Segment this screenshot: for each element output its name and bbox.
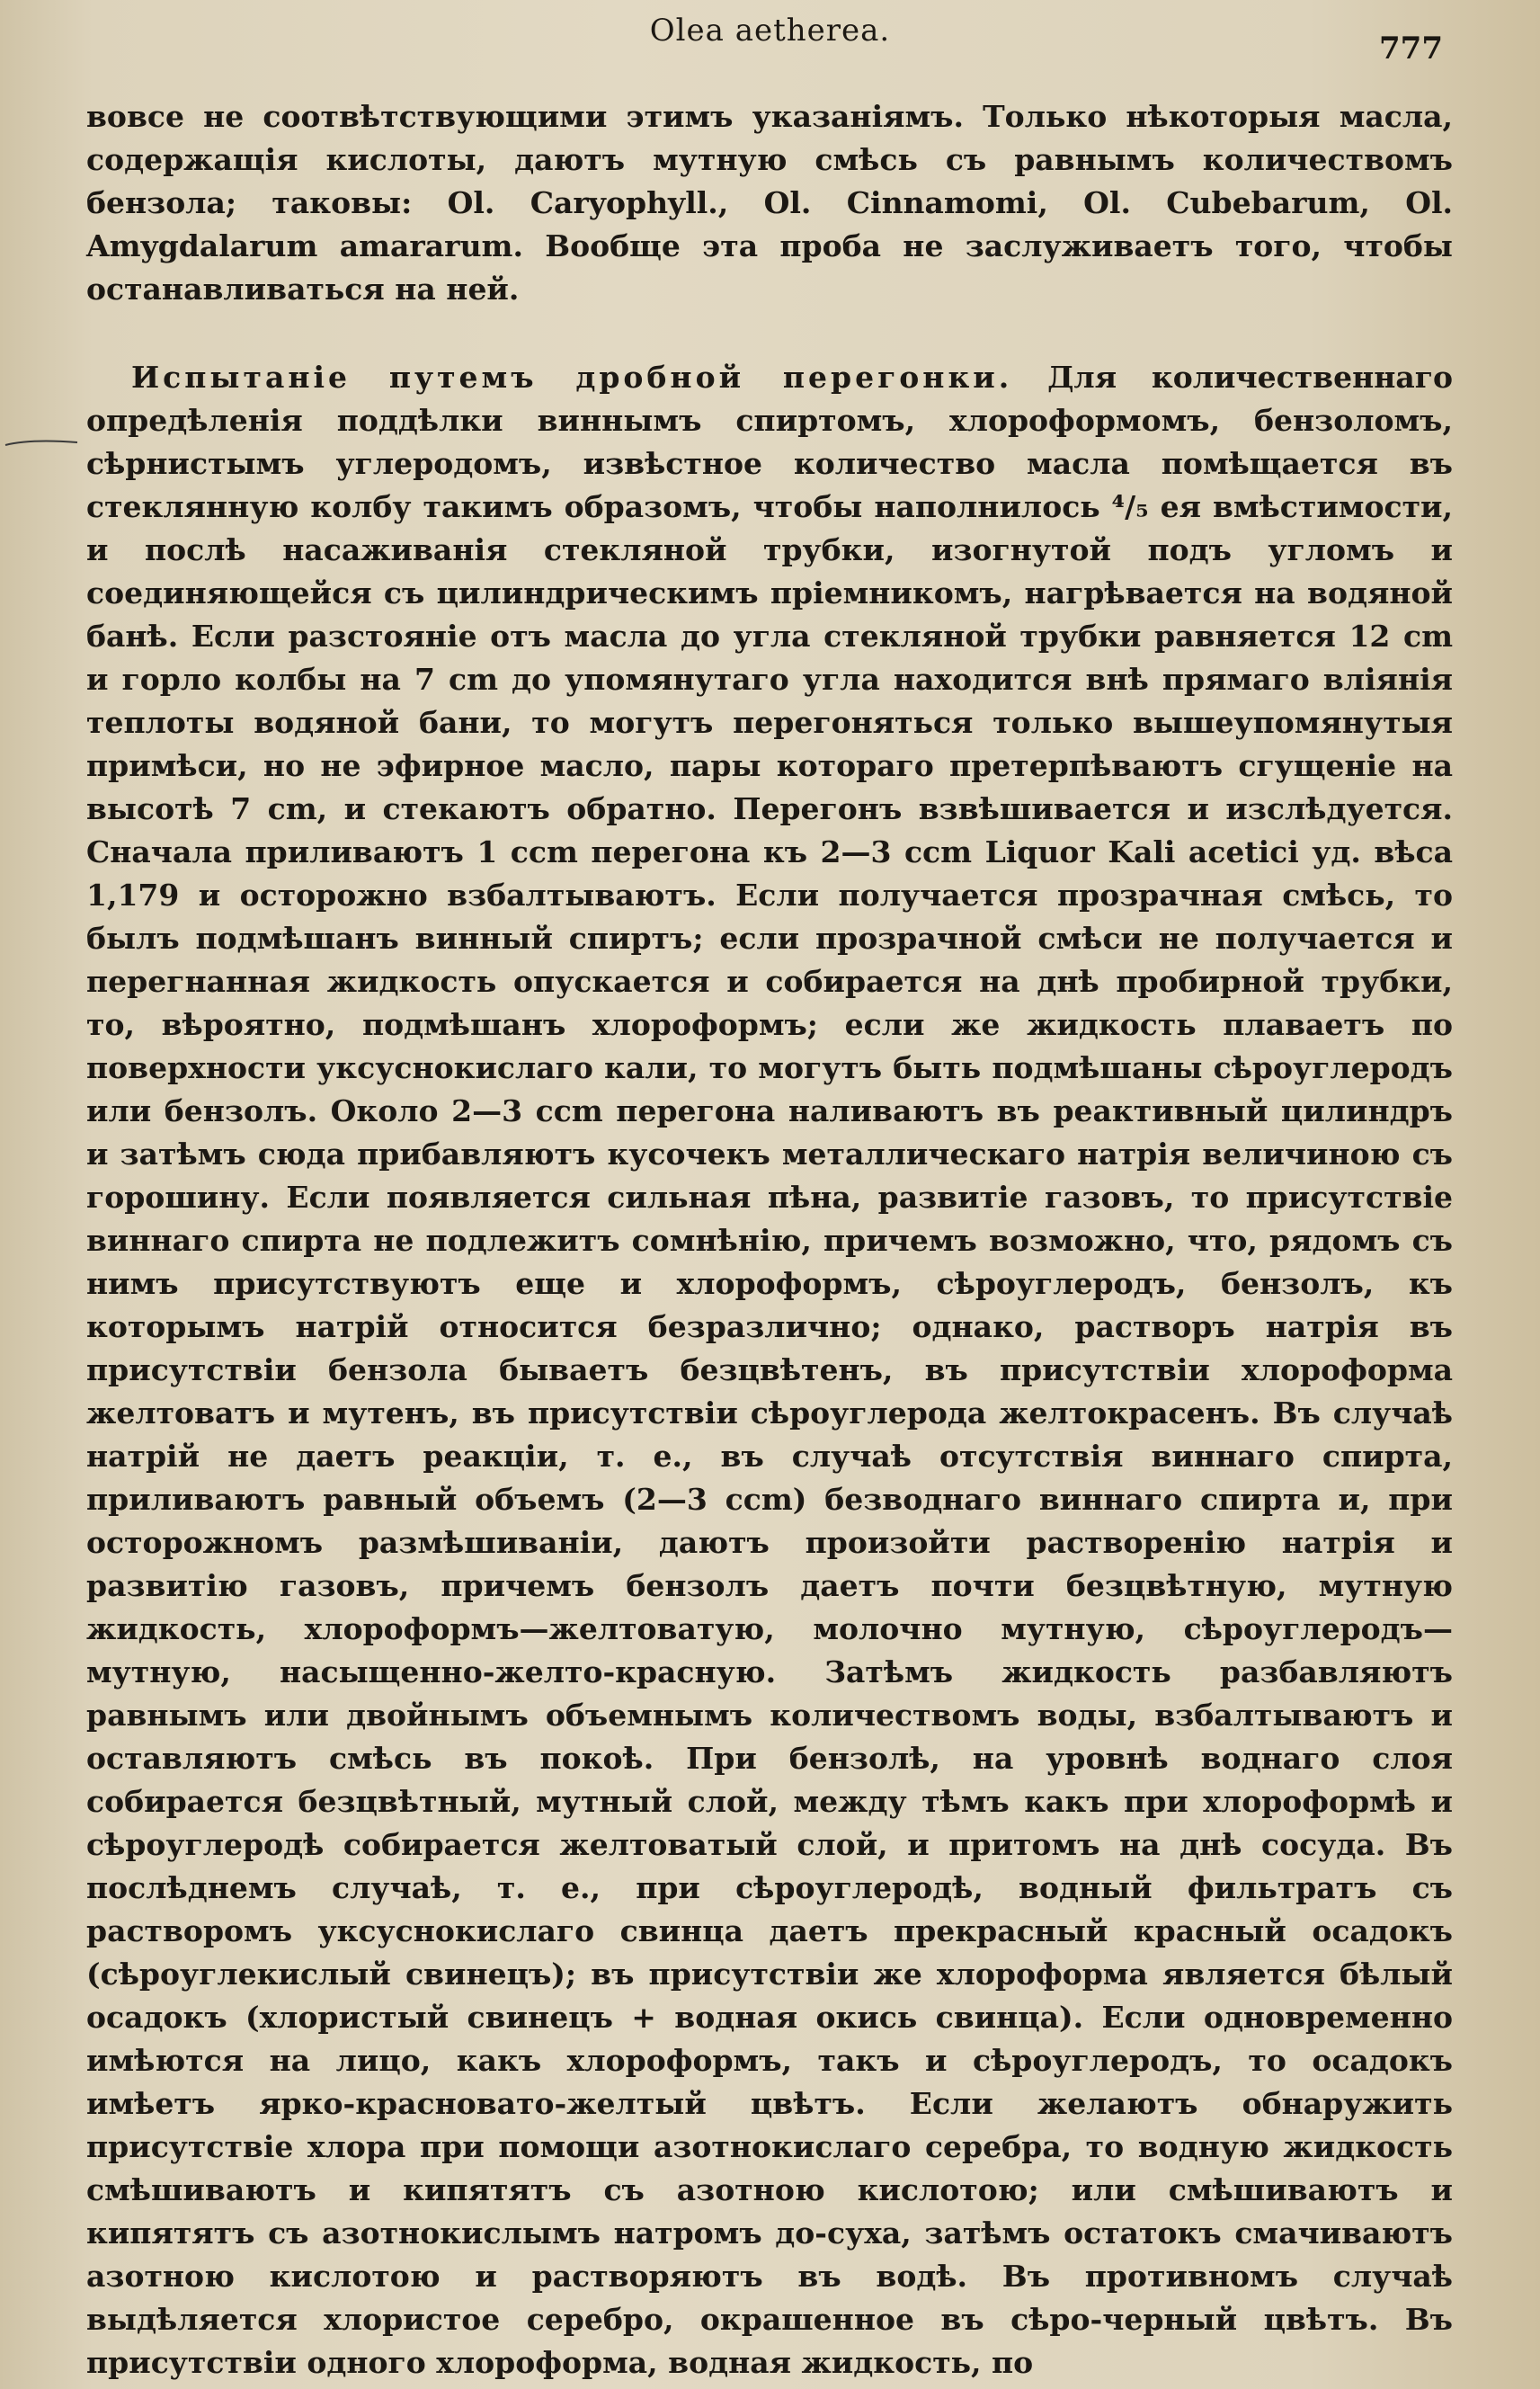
running-title: Olea aetherea.	[649, 13, 891, 49]
section-heading: Испытаніе путемъ дробной перегонки.	[131, 360, 1013, 395]
paragraph-distillation-test	[86, 356, 1453, 2385]
margin-pencil-mark	[4, 437, 79, 450]
page-number: 777	[1379, 31, 1443, 67]
body-text	[86, 95, 1453, 2385]
paragraph-text: Для количественнаго опредѣленія поддѣлки виннымъ спиртомъ, хлороформомъ, бензоломъ, сѣрнистымъ углеродомъ, извѣстное количество масла помѣщается въ стеклянную колбу такимъ образомъ, чтобы наполнилось ⁴/₅ ея вмѣстимости, и послѣ насаживанія стекляной трубки, изогнутой подъ угломъ и соединяющейся съ цилиндрическимъ пріемникомъ, нагрѣвается на водяной банѣ. Если разстояніе отъ масла до угла стекляной трубки равняется 12 cm и горло колбы на 7 cm до упомянутаго угла находится внѣ прямаго вліянія теплоты водяной бани, то могутъ перегоняться только вышеупомянутыя примѣси, но не эфирное масло, пары котораго претерпѣваютъ сгущеніе на высотѣ 7 cm, и стекаютъ обратно. Перегонъ взвѣшивается и изслѣдуется. Сначала приливаютъ 1 ccm перегона къ 2—3 ccm Liquor Kali acetici уд. вѣса 1,179 и осторожно взбалтываютъ. Если получается прозрачная смѣсь, то былъ подмѣшанъ винный спиртъ; если прозрачной смѣси не получается и перегнанная жидкость опускается и собирается на днѣ пробирной трубки, то, вѣроятно, подмѣшанъ хлороформъ; если же жидкость плаваетъ по поверхности уксуснокислаго кали, то могутъ быть подмѣшаны сѣроуглеродъ или бензолъ. Около 2—3 ccm перегона наливаютъ въ реактивный цилиндръ и затѣмъ сюда прибавляютъ кусочекъ металлическаго натрія величиною съ горошину. Если появляется сильная пѣна, развитіе газовъ, то присутствіе виннаго спирта не подлежитъ сомнѣнію, причемъ возможно, что, рядомъ съ нимъ присутствуютъ еще и хлороформъ, сѣроуглеродъ, бензолъ, къ которымъ натрій относится безразлично; однако, растворъ натрія въ присутствіи бензола бываетъ безцвѣтенъ, въ присутствіи хлороформа желтоватъ и мутенъ, въ присутствіи сѣроуглерода желтокрасенъ. Въ случаѣ натрій не даетъ реакціи, т. е., въ случаѣ отсутствія виннаго спирта, приливаютъ равный объемъ (2—3 ccm) безводнаго виннаго спирта и, при осторожномъ размѣшиваніи, даютъ произойти растворенію натрія и развитію газовъ, причемъ бензолъ даетъ почти безцвѣтную, мутную жидкость, хлороформъ—желтоватую, молочно мутную, сѣроуглеродъ—мутную, насыщенно-желто-красную. Затѣмъ жидкость разбавляютъ равнымъ или двойнымъ объемнымъ количествомъ воды, взбалтываютъ и оставляютъ смѣсь въ покоѣ. При бензолѣ, на уровнѣ воднаго слоя собирается безцвѣтный, мутный слой, между тѣмъ какъ при хлороформѣ и сѣроуглеродѣ собирается желтоватый слой, и притомъ на днѣ сосуда. Въ послѣднемъ случаѣ, т. е., при сѣроуглеродѣ, водный фильтратъ съ растворомъ уксуснокислаго свинца даетъ прекрасный красный осадокъ (сѣроуглекислый свинецъ); въ присутствіи же хлороформа является бѣлый осадокъ (хлористый свинецъ + водная окись свинца). Если одновременно имѣются на лицо, какъ хлороформъ, такъ и сѣроуглеродъ, то осадокъ имѣетъ ярко-красновато-желтый цвѣтъ. Если желаютъ обнаружить присутствіе хлора при помощи азотнокислаго серебра, то водную жидкость смѣшиваютъ и кипятятъ съ азотною кислотою; или смѣшиваютъ и кипятятъ съ азотнокислымъ натромъ до-суха, затѣмъ остатокъ смачиваютъ азотною кислотою и растворяютъ въ водѣ. Въ противномъ случаѣ выдѣляется хлористое серебро, окрашенное въ сѣро-черный цвѣтъ. Въ присутствіи одного хлороформа, водная жидкость, по	[86, 360, 1453, 2380]
paragraph-continuation	[86, 95, 1453, 311]
paragraph-text: вовсе не соотвѣтствующими этимъ указаніямъ. Только нѣкоторыя масла, содержащія кислоты, даютъ мутную смѣсь съ равнымъ количествомъ бензола; таковы: Ol. Caryophyll., Ol. Cinnamomi, Ol. Cubebarum, Ol. Amygdalarum amararum. Вообще эта проба не заслуживаетъ того, чтобы останавливаться на ней.	[86, 99, 1453, 307]
